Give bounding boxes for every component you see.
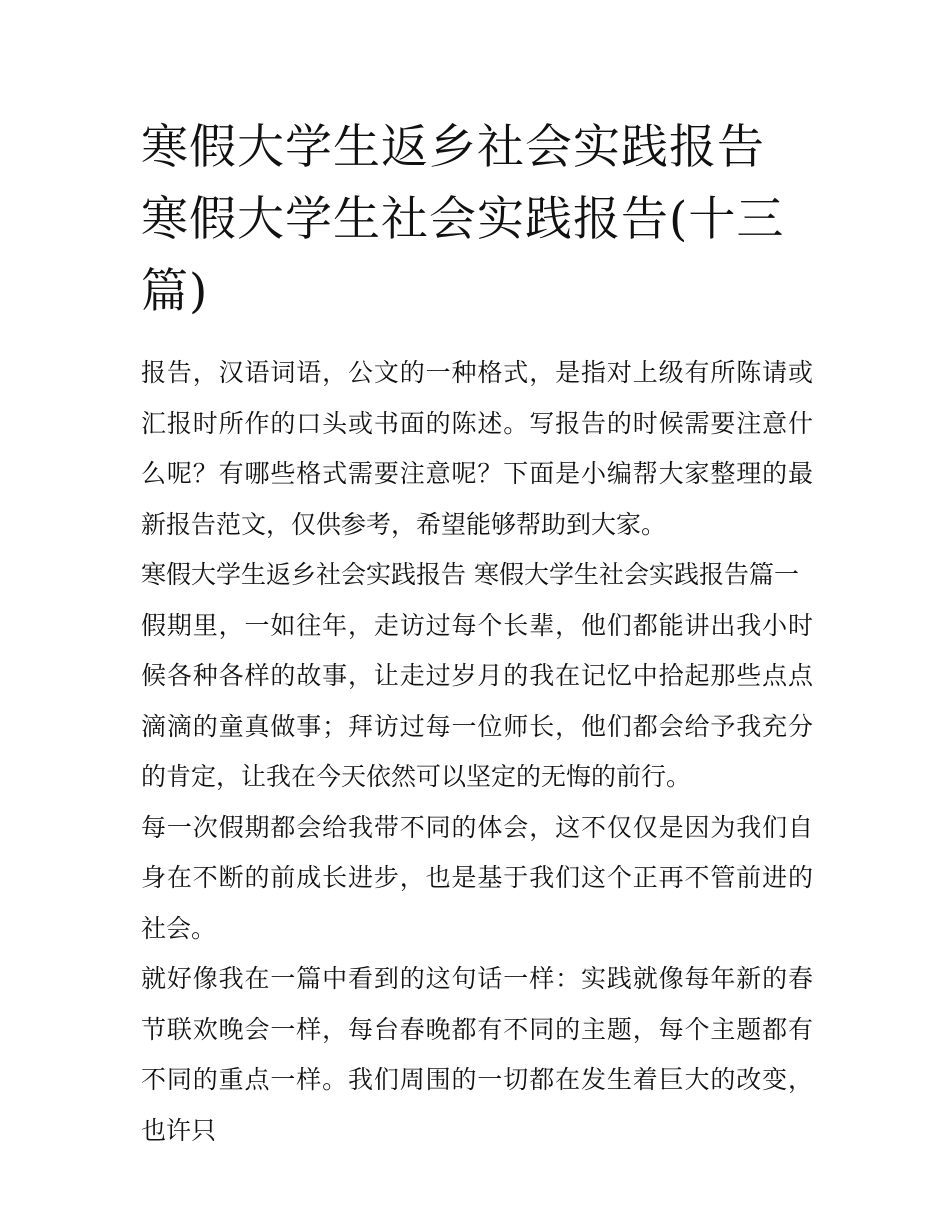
paragraph-intro: 报告，汉语词语，公文的一种格式，是指对上级有所陈请或汇报时所作的口头或书面的陈述。写报告的时候需要注意什么呢？有哪些格式需要注意呢？下面是小编帮大家整理的最新报告范文，仅供参考，希望能够帮助到大家。 [141,358,813,539]
paragraph-section-heading: 寒假大学生返乡社会实践报告 寒假大学生社会实践报告篇一 [141,560,799,589]
paragraph-body-3: 就好像我在一篇中看到的这句话一样：实践就像每年新的春节联欢晚会一样，每台春晚都有不同的主题，每个主题都有不同的重点一样。我们周围的一切都在发生着巨大的改变，也许只 [141,964,813,1145]
document-page [141,112,813,1156]
paragraph-body-1: 假期里，一如往年，走访过每个长辈，他们都能讲出我小时候各种各样的故事，让走过岁月的我在记忆中拾起那些点点滴滴的童真做事；拜访过每一位师长，他们都会给予我充分的肯定，让我在今天依然可以坚定的无悔的前行。 [141,610,813,791]
paragraph-body-2: 每一次假期都会给我带不同的体会，这不仅仅是因为我们自身在不断的前成长进步，也是基于我们这个正再不管前进的社会。 [141,812,813,943]
document-title: 寒假大学生返乡社会实践报告 寒假大学生社会实践报告(十三篇) [141,120,785,319]
